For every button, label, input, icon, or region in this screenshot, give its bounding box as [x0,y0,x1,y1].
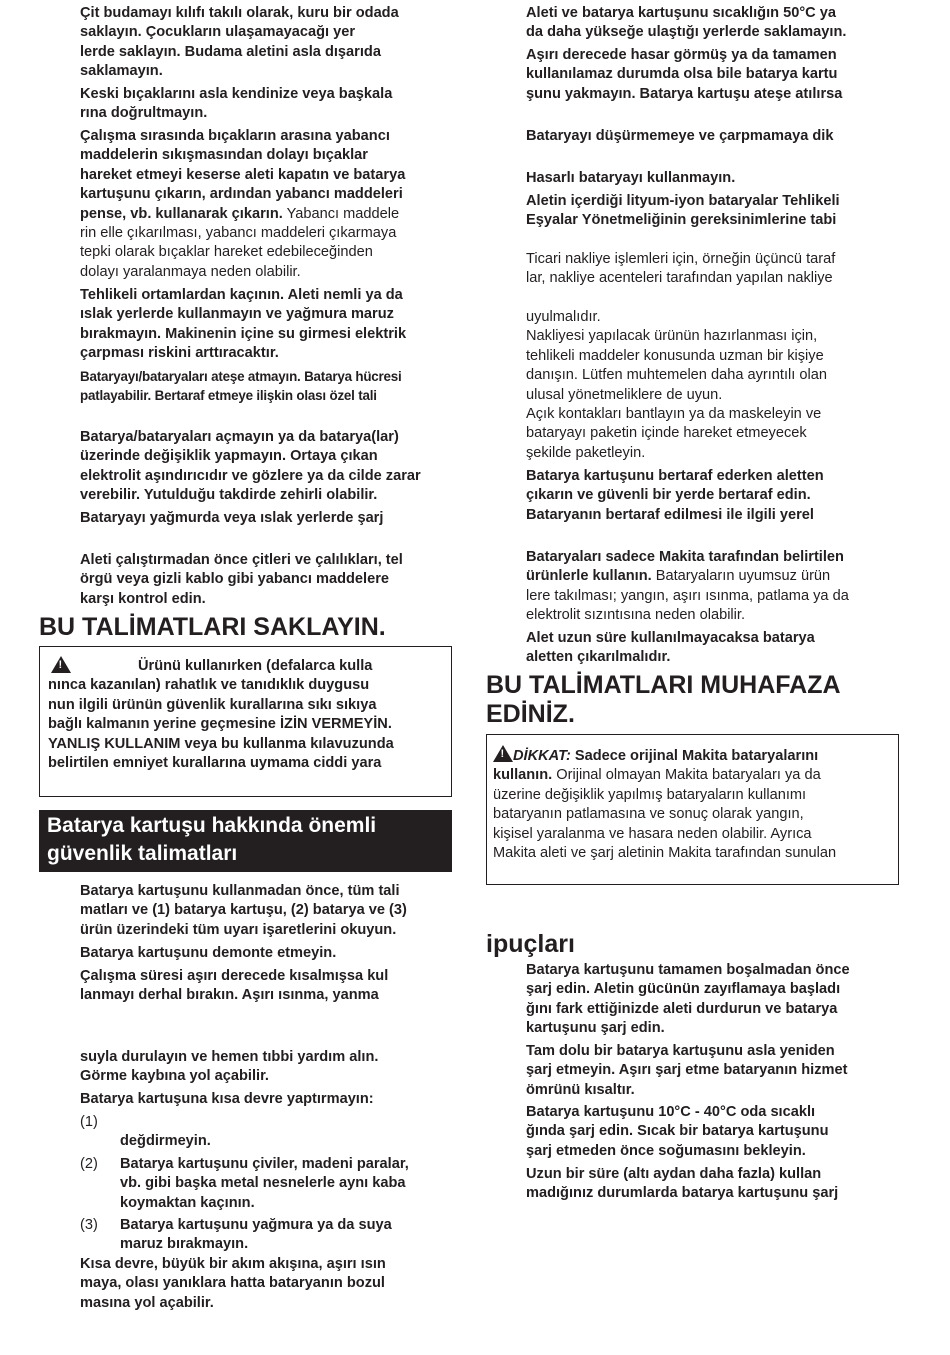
caution-normal-a: Orijinal olmayan Makita bataryaları ya da [552,767,821,784]
paragraph-read-instructions: Batarya kartuşunu kullanmadan önce, tüm tali matları ve (1) batarya kartuşu, (2) batarya ve (3) ürün üzerindeki tüm uyarı işaretlerini okuyun. [80,883,407,938]
warning-box-text: Ürünü kullanırken (defalarca kulla nınca kazanılan) rahatlık ve tanıdıklık duygusu nun ilgili ürünün güvenlik kurallarına sıkı sıkıya bağlı kalmanın yerine geçmesine İZİN VERMEYİN. YANLIŞ KULLANIM veya bu kullanma kılavuzunda belirtilen emniyet kurallarına uymama ciddi yara [48,658,394,772]
paragraph-makita-products-normal-b: lere takılması; yangın, aşırı ısınma, patlama ya da elektrolit sızıntısına neden olabilir. [526,587,849,624]
paragraph-remove-battery: Alet uzun süre kullanılmayacaksa batarya aletten çıkarılmalıdır. [526,630,815,666]
paragraph-shipping-preparation: uyulmalıdır. Nakliyesi yapılacak ürünün hazırlanması için, tehlikeli maddeler konusunda uzman bir kişiye danışın. Lütfen muhtemelen daha ayrıntılı olan ulusal yönetmeliklere de uyun. Açık kontakları bantlayın ya da maskeleyin ve bataryayı paketin içinde hareket etmeyecek şekilde paketleyin. [526,309,827,461]
caution-icon [493,745,513,762]
paragraph-rinse-eyes: suyla durulayın ve hemen tıbbi yardım alın. Görme kaybına yol açabilir. [80,1049,379,1085]
paragraph-long-term-storage: Uzun bir süre (altı aydan daha fazla) kullan madığınız durumlarda batarya kartuşunu şarj [526,1166,839,1202]
paragraph-do-not-disassemble: Batarya kartuşunu demonte etmeyin. [80,945,337,961]
caution-box-text [493,745,836,863]
paragraph-battery-open: Batarya/bataryaları açmayın ya da batarya(lar) üzerinde değişiklik yapmayın. Ortaya çıkan elektrolit aşındırıcıdır ve gözlere ya da cilde zarar verebilir. Yutulduğu takdirde zehirli olabilir. [80,429,421,504]
paragraph-disposal: Batarya kartuşunu bertaraf ederken aletten çıkarın ve güvenli bir yerde bertaraf edin. Bataryanın bertaraf edilmesi ile ilgili yerel [526,468,824,523]
paragraph-blade-direction: Keski bıçaklarını asla kendinize veya başkala rına doğrultmayın. [80,86,393,122]
paragraph-charge-temperature: Batarya kartuşunu 10°C - 40°C oda sıcaklı ğında şarj edin. Sıcak bir batarya kartuşunu şarj etmeden önce soğumasını bekleyin. [526,1104,829,1159]
heading-keep-instructions: BU TALİMATLARI MUHAFAZA EDİNİZ. [486,671,841,728]
paragraph-do-not-drop: Bataryayı düşürmemeye ve çarpmamaya dik [526,128,834,144]
paragraph-charge-before-depleted: Batarya kartuşunu tamamen boşalmadan önce şarj edin. Aletin gücünün zayıflamaya başladı ğını fark ettiğinizde aleti durdurun ve batarya kartuşunu şarj edin. [526,962,850,1037]
list-item-2: Batarya kartuşunu çiviler, madeni paralar, vb. gibi başka metal nesnelerle aynı kaba koymaktan kaçının. [120,1156,409,1211]
paragraph-storage: Çit budamayı kılıfı takılı olarak, kuru bir odada saklayın. Çocukların ulaşamayacağı yer lerde saklayın. Budama aletini asla dışarıda saklamayın. [80,5,399,80]
paragraph-inspect-fences: Aleti çalıştırmadan önce çitleri ve çalılıkları, tel örgü veya gizli kablo gibi yabancı maddelere karşı kontrol edin. [80,552,403,607]
paragraph-foreign-material-bold: Çalışma sırasında bıçakların arasına yabancı maddelerin sıkışmasından dolayı bıçaklar hareket etmeyi keserse aleti kapatın ve batarya kartuşunu çıkarın, ardından yabancı maddeleri pense, vb. kullanarak çıkarın. [80,128,406,222]
list-item-3: Batarya kartuşunu yağmura ya da suya maruz bırakmayın. [120,1217,392,1253]
section-banner-battery-safety: Batarya kartuşu hakkında önemli güvenlik talimatları [39,810,452,872]
paragraph-battery-rain: Bataryayı yağmurda veya ıslak yerlerde şarj [80,510,384,526]
paragraph-never-recharge-full: Tam dolu bir batarya kartuşunu asla yeniden şarj etmeyin. Aşırı şarj etme bataryanın hizmet ömrünü kısaltır. [526,1043,848,1098]
paragraph-battery-fire: Bataryayı/bataryaları ateşe atmayın. Batarya hücresi patlayabilir. Bertaraf etmeye ilişkin olası özel tali [80,369,402,404]
heading-save-instructions: BU TALİMATLARI SAKLAYIN. [39,613,386,641]
paragraph-short-circuit: Batarya kartuşuna kısa devre yaptırmayın: [80,1091,374,1107]
paragraph-do-not-incinerate: Aşırı derecede hasar görmüş ya da tamamen kullanılamaz durumda olsa bile batarya kartu şunu yakmayın. Batarya kartuşu ateşe atılırsa [526,47,843,102]
paragraph-stop-operation: Çalışma süresi aşırı derecede kısalmışsa kul lanmayı derhal bırakın. Aşırı ısınma, yanma [80,968,389,1004]
caution-normal-b: üzerine değişiklik yapılmış bataryaların kullanımı bataryanın patlamasına ve sonuç olarak yangın, kişisel yaralanma ve hasara neden olabilir. Ayrıca Makita aleti ve şarj aletinin Makita tarafından sunulan [493,786,837,862]
warning-box [39,646,452,797]
paragraph-short-circuit-effects: Kısa devre, büyük bir akım akışına, aşırı ısın maya, olası yanıklara hatta bataryanın bozul masına yol açabilir. [80,1256,386,1311]
paragraph-makita-products [526,548,849,626]
paragraph-temperature-storage: Aleti ve batarya kartuşunu sıcaklığın 50°C ya da daha yükseğe ulaştığı yerlerde saklamayın. [526,5,847,41]
paragraph-makita-products-bold: Bataryaları sadece Makita tarafından belirtilen ürünlerle kullanın. [526,549,844,585]
paragraph-foreign-material-normal-b: rin elle çıkarılması, yabancı maddeleri çıkarmaya tepki olarak bıçaklar hareket edebileceğinden dolayı yaralanmaya neden olabilir. [80,225,397,280]
paragraph-foreign-material-normal-a: Yabancı maddele [282,205,400,222]
list-number-3: (3) [80,1217,98,1233]
caution-bold-a: Sadece orijinal Makita bataryalarını [570,748,819,764]
paragraph-dangerous-environments: Tehlikeli ortamlardan kaçının. Aleti nemli ya da ıslak yerlerde kullanmayın ve yağmura maruz bırakmayın. Makinenin içine su girmesi elektrik çarpması riskini arttıracaktır. [80,287,407,362]
caution-bold-b: kullanın. [493,767,553,784]
list-number-1: (1) [80,1114,98,1130]
caution-label: DİKKAT: [513,748,571,764]
list-number-2: (2) [80,1156,98,1172]
paragraph-dangerous-goods: Aletin içerdiği lityum-iyon bataryalar Tehlikeli Eşyalar Yönetmeliğinin gereksinimlerine tabi [526,193,840,229]
paragraph-damaged-battery: Hasarlı bataryayı kullanmayın. [526,170,736,186]
caution-box [486,734,899,885]
heading-tips: ipuçları [486,930,575,958]
paragraph-foreign-material [80,127,405,282]
paragraph-makita-products-normal-a: Bataryaların uyumsuz ürün [651,568,831,585]
paragraph-commercial-transport: Ticari nakliye işlemleri için, örneğin üçüncü taraf lar, nakliye acenteleri tarafından yapılan nakliye [526,251,836,287]
list-item-1: değdirmeyin. [120,1133,211,1149]
